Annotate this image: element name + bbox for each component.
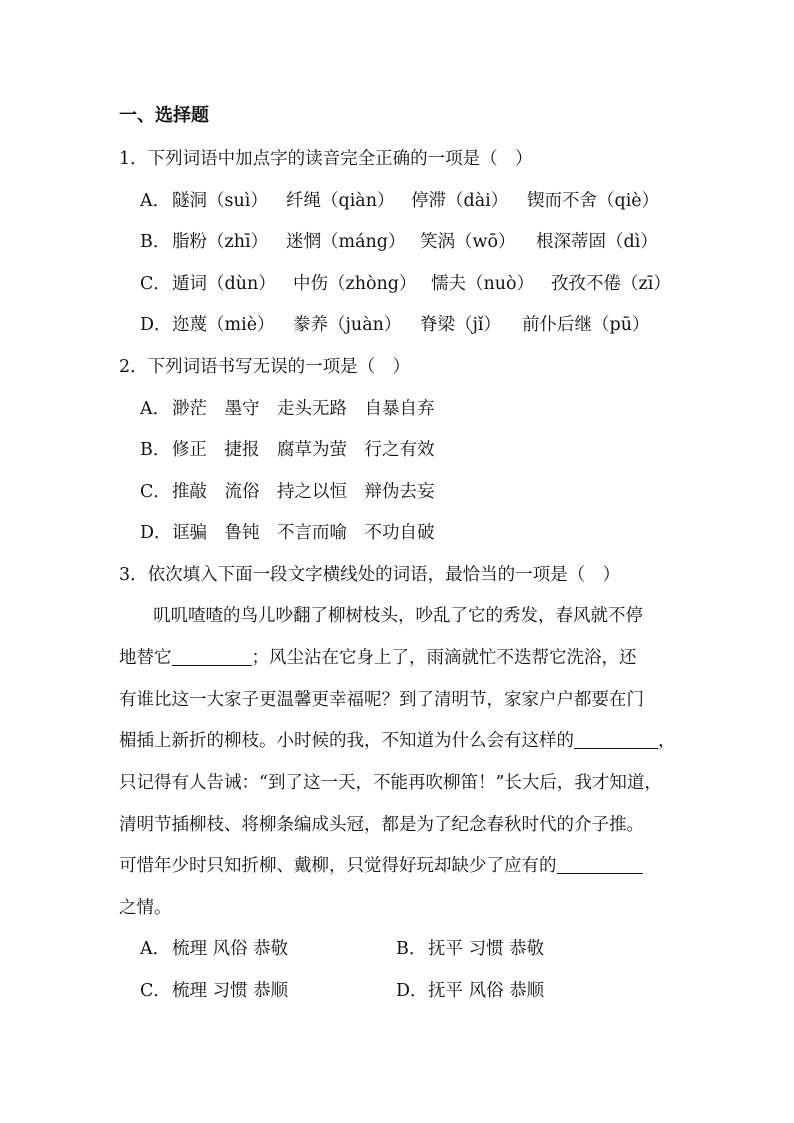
passage-line: 之情。 [119, 898, 172, 918]
option-text: 抚平 风俗 恭顺 [428, 981, 545, 1001]
option-item: 迷惘（máng） [286, 232, 406, 252]
passage-text: 可惜年少时只知折柳、戴柳，只觉得好玩却缺少了应有的 [119, 856, 557, 876]
option-letter: A． [140, 939, 171, 959]
fill-blank-3 [557, 855, 643, 874]
option-letter: D． [396, 981, 428, 1001]
question-2-stem: 2．下列词语书写无误的一项是（ ） [119, 357, 411, 377]
option-item: 中伤（zhòng） [293, 274, 417, 294]
passage-line [119, 854, 689, 878]
option-item: 隧洞（suì） [172, 191, 268, 211]
passage-line: 叽叽喳喳的鸟儿吵翻了柳树枝头，吵乱了它的秀发，春风就不停 [153, 606, 643, 626]
option-item: 脊梁（jǐ） [420, 315, 502, 335]
fill-blank-1 [172, 647, 252, 666]
question-3-stem: 3．依次填入下面一段文字横线处的词语，最恰当的一项是（ ） [119, 565, 621, 585]
option-item: 纤绳（qiàn） [286, 191, 395, 211]
option-text: 渺茫 墨守 走头无路 自暴自弃 [172, 399, 435, 419]
option-item: 孜孜不倦（zī） [551, 274, 671, 294]
option-text: 梳理 风俗 恭敬 [172, 939, 289, 959]
option-text: 推敲 流俗 持之以恒 辩伪去妄 [172, 482, 435, 502]
passage-line: 有谁比这一大家子更温馨更幸福呢？到了清明节，家家户户都要在门 [119, 690, 644, 710]
option-letter: C． [140, 274, 171, 294]
option-letter: B． [140, 232, 171, 252]
option-item: 笑涡（wō） [420, 232, 516, 252]
option-item: 豢养（juàn） [293, 315, 402, 335]
option-letter: A． [140, 191, 171, 211]
passage-line [119, 729, 689, 753]
section-title: 一、选择题 [119, 105, 209, 126]
option-item: 根深蒂固（dì） [536, 232, 658, 252]
question-1-stem: 1．下列词语中加点字的读音完全正确的一项是（ ） [119, 149, 533, 169]
passage-line [119, 646, 689, 670]
passage-text: ；风尘沾在它身上了，雨滴就忙不迭帮它洗浴，还 [251, 648, 637, 668]
option-letter: C． [140, 981, 171, 1001]
passage-text: 地替它 [119, 648, 172, 668]
option-text: 修正 捷报 腐草为萤 行之有效 [172, 440, 435, 460]
passage-text: ， [658, 731, 676, 751]
option-item: 脂粉（zhī） [172, 232, 269, 252]
option-text: 梳理 习惯 恭顺 [172, 981, 289, 1001]
option-letter: C． [140, 482, 171, 502]
option-letter: B． [396, 939, 427, 959]
option-letter: A． [140, 399, 171, 419]
option-letter: D． [140, 315, 172, 335]
option-letter: B． [140, 440, 171, 460]
option-item: 停滞（dài） [411, 191, 509, 211]
passage-text: 楣插上新折的柳枝。小时候的我，不知道为什么会有这样的 [119, 731, 574, 751]
option-item: 遁词（dùn） [172, 274, 276, 294]
option-letter: D． [140, 523, 172, 543]
passage-line: 只记得有人告诫：“到了这一天，不能再吹柳笛！”长大后，我才知道， [119, 773, 662, 793]
option-text: 抚平 习惯 恭敬 [428, 939, 545, 959]
passage-line: 清明节插柳枝、将柳条编成头冠，都是为了纪念春秋时代的介子推。 [119, 815, 644, 835]
option-item: 前仆后继（pū） [522, 315, 650, 335]
option-item: 懦夫（nuò） [431, 274, 535, 294]
option-text: 诓骗 鲁钝 不言而喻 不功自破 [172, 523, 435, 543]
option-item: 锲而不舍（qiè） [527, 191, 660, 211]
fill-blank-2 [574, 730, 658, 749]
option-item: 迩蔑（miè） [172, 315, 275, 335]
